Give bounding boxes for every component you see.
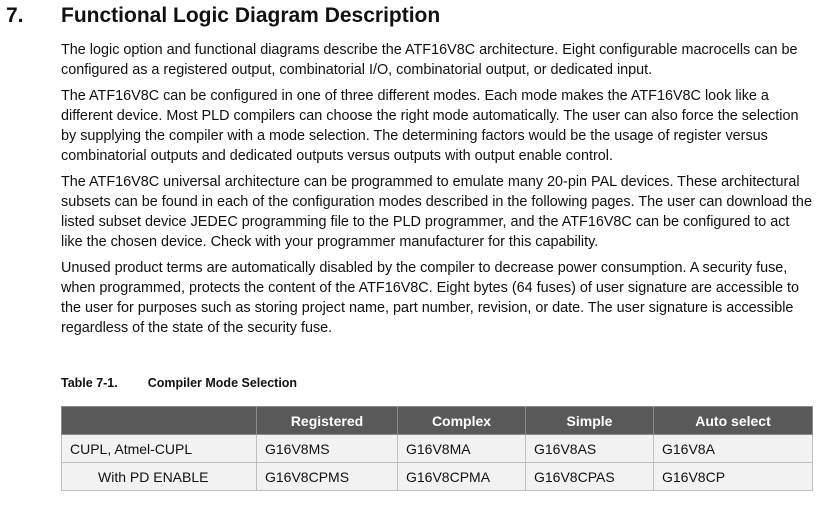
- table-title: Compiler Mode Selection: [147, 376, 298, 390]
- compiler-mode-table: [61, 406, 813, 491]
- header-cell-registered: Registered: [257, 407, 398, 435]
- paragraph-universal-architecture: The ATF16V8C universal architecture can be programmed to emulate many 20-pin PAL devices. These architectural subsets can be found in each of the configuration modes described in the following pages. The user can download the listed subset device JEDEC programming file to the PLD programmer, and the ATF16V8C can be configured to act like the chosen device. Check with your programmer manufacturer for this capability.: [61, 174, 812, 250]
- table-cell: G16V8MS: [257, 435, 398, 463]
- paragraph-logic-option: The logic option and functional diagrams describe the ATF16V8C architecture. Eight configurable macrocells can be configured as a registered output, combinatorial I/O, combinatorial output, or dedicated input.: [61, 42, 798, 78]
- section-heading: [6, 4, 806, 34]
- header-cell-complex: Complex: [398, 407, 526, 435]
- table-cell: With PD ENABLE: [62, 463, 257, 491]
- section-title: Functional Logic Diagram Description: [61, 4, 441, 27]
- table-cell: G16V8A: [654, 435, 813, 463]
- table-cell: G16V8CPAS: [526, 463, 654, 491]
- paragraph-modes: The ATF16V8C can be configured in one of three different modes. Each mode makes the ATF16V8C look like a different device. Most PLD compilers can choose the right mode automatically. The user can also force the selection by supplying the compiler with a mode selection. The determining factors would be the usage of register versus combinatorial outputs and dedicated outputs versus outputs with output enable control.: [61, 88, 799, 164]
- table-cell: G16V8CP: [654, 463, 813, 491]
- table-cell: CUPL, Atmel-CUPL: [62, 435, 257, 463]
- table-caption: [61, 376, 297, 390]
- section-number: 7.: [6, 4, 24, 27]
- table-row: [62, 463, 813, 491]
- header-cell-simple: Simple: [526, 407, 654, 435]
- header-cell-empty: [62, 407, 257, 435]
- table-header-row: [62, 407, 813, 435]
- paragraph-security-fuse: Unused product terms are automatically disabled by the compiler to decrease power consumption. A security fuse, when programmed, protects the content of the ATF16V8C. Eight bytes (64 fuses) of user signature are accessible to the user for purposes such as storing project name, part number, revision, or date. The user signature is accessible regardless of the state of the security fuse.: [61, 260, 800, 336]
- table-row: [62, 435, 813, 463]
- table-cell: G16V8AS: [526, 435, 654, 463]
- table-cell: G16V8CPMA: [398, 463, 526, 491]
- table-cell: G16V8CPMS: [257, 463, 398, 491]
- table-cell: G16V8MA: [398, 435, 526, 463]
- header-cell-auto-select: Auto select: [654, 407, 813, 435]
- section-body: [61, 40, 813, 344]
- table-label: Table 7-1.: [61, 376, 118, 390]
